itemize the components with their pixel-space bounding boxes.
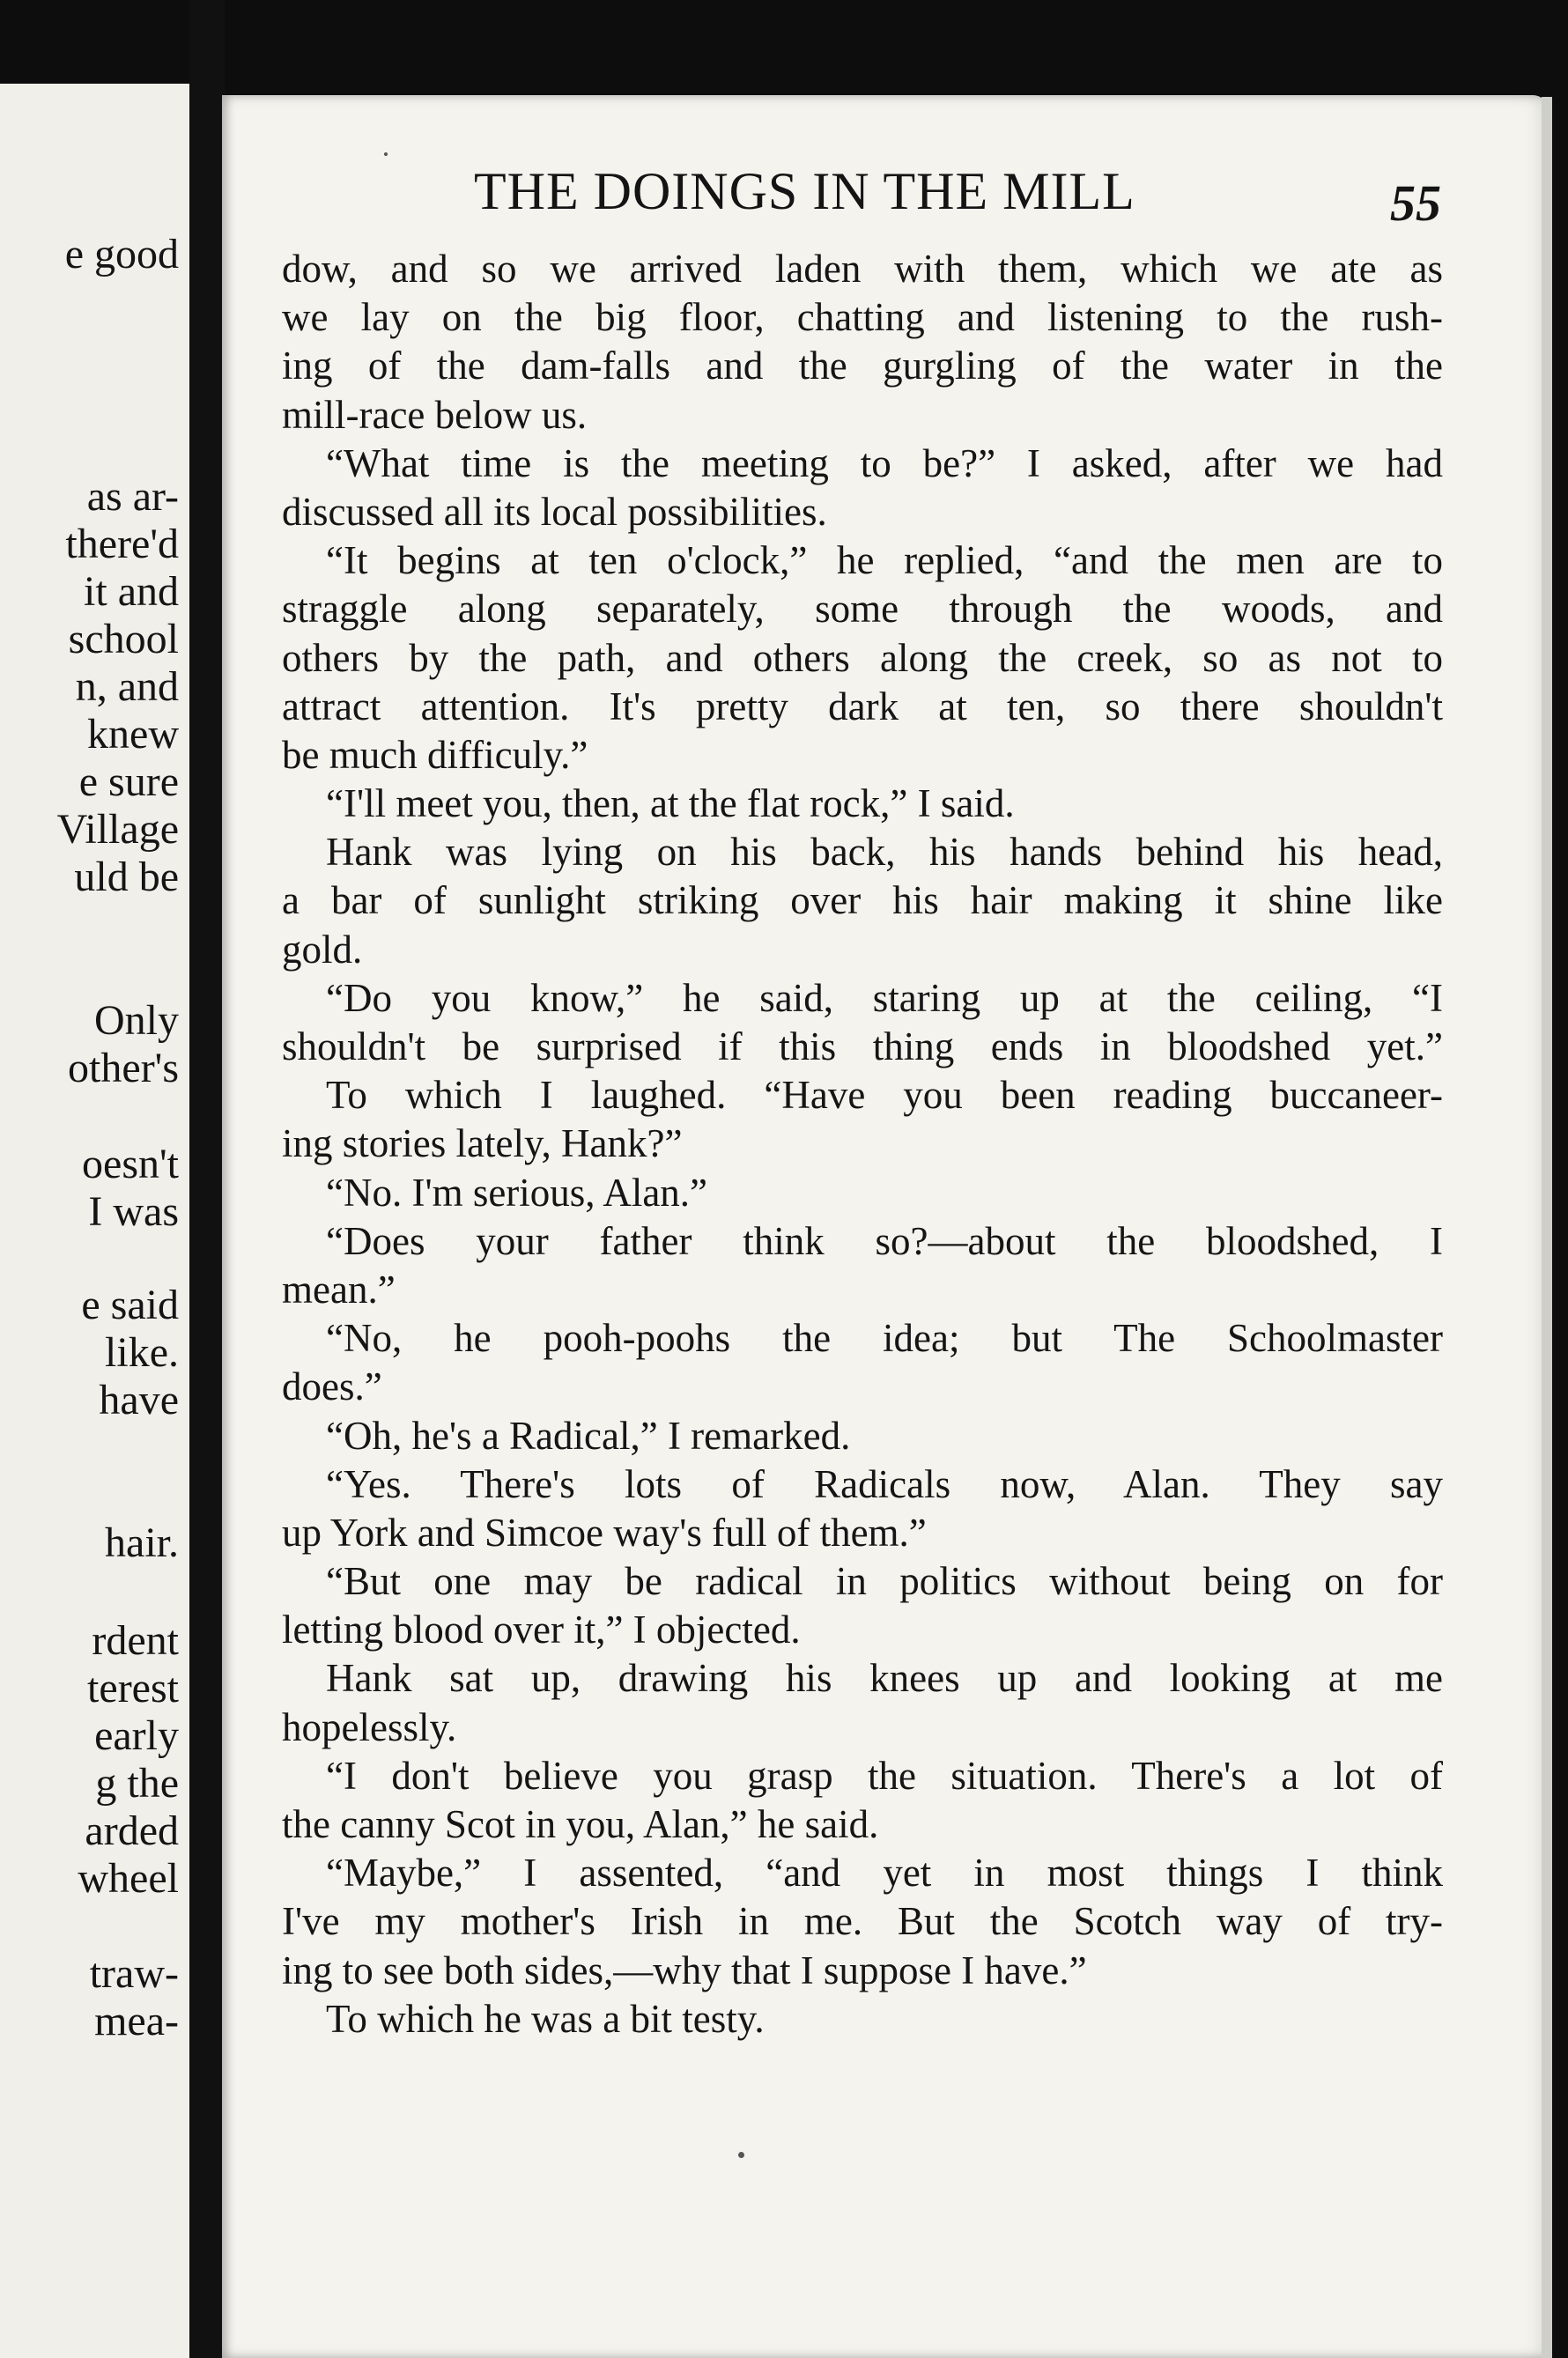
text-line: “But one may be radical in politics without being on for <box>326 1559 1443 1604</box>
text-line: straggle along separately, some through the woods, and <box>282 587 1443 632</box>
text-line: a bar of sunlight striking over his hair making it shine like <box>282 878 1443 923</box>
text-line: To which I laughed. “Have you been reading buccaneer- <box>326 1073 1443 1118</box>
facing-page-fragment: e good <box>64 231 179 277</box>
text-line: discussed all its local possibilities. <box>282 489 827 534</box>
facing-page-fragment: hair. <box>105 1519 179 1566</box>
facing-page-fragment: I was <box>88 1188 179 1235</box>
text-line: ing to see both sides,—why that I suppose I have.” <box>282 1948 1087 1992</box>
text-line: gold. <box>282 927 363 972</box>
text-line: “What time is the meeting to be?” I asked, after we had <box>326 440 1443 485</box>
facing-page-fragment: rdent <box>92 1617 179 1664</box>
text-line: the canny Scot in you, Alan,” he said. <box>282 1802 879 1846</box>
facing-page-fragment: e said <box>81 1282 179 1328</box>
facing-page-fragment: traw- <box>89 1950 179 1997</box>
text-line: “I'll meet you, then, at the flat rock,” I said. <box>326 781 1015 826</box>
print-speck <box>384 152 388 156</box>
text-line: “Maybe,” I assented, “and yet in most things I think <box>326 1851 1443 1896</box>
text-line: we lay on the big floor, chatting and listening to the rush- <box>282 295 1443 340</box>
facing-page-fragment: as ar- <box>86 473 179 520</box>
facing-page-left <box>0 84 189 2358</box>
facing-page-fragment: oesn't <box>82 1141 179 1187</box>
text-line: be much difficuly.” <box>282 732 588 777</box>
text-line: letting blood over it,” I objected. <box>282 1608 801 1652</box>
facing-page-fragment: have <box>99 1377 179 1423</box>
facing-page-fragment: Village <box>56 806 179 853</box>
text-line: “It begins at ten o'clock,” he replied, “and the men are to <box>326 538 1443 583</box>
print-speck <box>738 2152 744 2158</box>
facing-page-fragment: school <box>68 616 179 662</box>
facing-page-fragment: n, and <box>75 663 179 710</box>
text-line: ing stories lately, Hank?” <box>282 1121 683 1166</box>
facing-page-fragment: like. <box>105 1329 179 1376</box>
facing-page-fragment: mea- <box>94 1998 179 2044</box>
text-line: dow, and so we arrived laden with them, which we ate as <box>282 247 1443 291</box>
text-line: shouldn't be surprised if this thing ends in bloodshed yet.” <box>282 1024 1443 1068</box>
facing-page-fragment: wheel <box>78 1855 179 1902</box>
text-line: mill-race below us. <box>282 392 588 437</box>
facing-page-fragment: e sure <box>78 758 179 805</box>
text-line: “Do you know,” he said, staring up at the ceiling, “I <box>326 975 1443 1020</box>
page-edge <box>1542 97 1552 2358</box>
text-line: “Oh, he's a Radical,” I remarked. <box>326 1413 851 1458</box>
text-line: others by the path, and others along the creek, so as not to <box>282 635 1443 680</box>
book-gutter <box>189 0 225 2358</box>
facing-page-fragment: g the <box>95 1760 179 1807</box>
facing-page-fragment: knew <box>87 711 179 758</box>
facing-page-fragment: other's <box>68 1045 179 1091</box>
facing-page-fragment: early <box>94 1712 179 1759</box>
facing-page-fragment: uld be <box>74 854 179 900</box>
text-line: Hank sat up, drawing his knees up and looking at me <box>326 1656 1443 1701</box>
text-line: does.” <box>282 1364 382 1409</box>
text-line: “I don't believe you grasp the situation. There's a lot of <box>326 1753 1443 1798</box>
facing-page-fragment: it and <box>84 568 179 615</box>
text-line: “No, he pooh-poohs the idea; but The Schoolmaster <box>326 1316 1443 1361</box>
running-head: THE DOINGS IN THE MILL <box>474 162 1135 220</box>
text-line: To which he was a bit testy. <box>326 1996 765 2041</box>
text-line: up York and Simcoe way's full of them.” <box>282 1510 927 1555</box>
facing-page-fragment: there'd <box>65 521 179 567</box>
text-line: ing of the dam-falls and the gurgling of the water in the <box>282 344 1443 388</box>
text-line: “No. I'm serious, Alan.” <box>326 1170 708 1215</box>
text-line: I've my mother's Irish in me. But the Scotch way of try- <box>282 1899 1443 1944</box>
page-number: 55 <box>1390 174 1441 232</box>
text-line: mean.” <box>282 1267 396 1312</box>
text-line: “Yes. There's lots of Radicals now, Alan. They say <box>326 1461 1443 1506</box>
body-text <box>282 245 1443 2044</box>
facing-page-fragment: terest <box>87 1665 179 1711</box>
text-line: Hank was lying on his back, his hands behind his head, <box>326 830 1443 875</box>
text-line: attract attention. It's pretty dark at ten, so there shouldn't <box>282 684 1443 728</box>
text-line: “Does your father think so?—about the bloodshed, I <box>326 1218 1443 1263</box>
facing-page-fragment: Only <box>94 997 179 1044</box>
text-line: hopelessly. <box>282 1704 457 1749</box>
facing-page-fragment: arded <box>85 1807 179 1854</box>
